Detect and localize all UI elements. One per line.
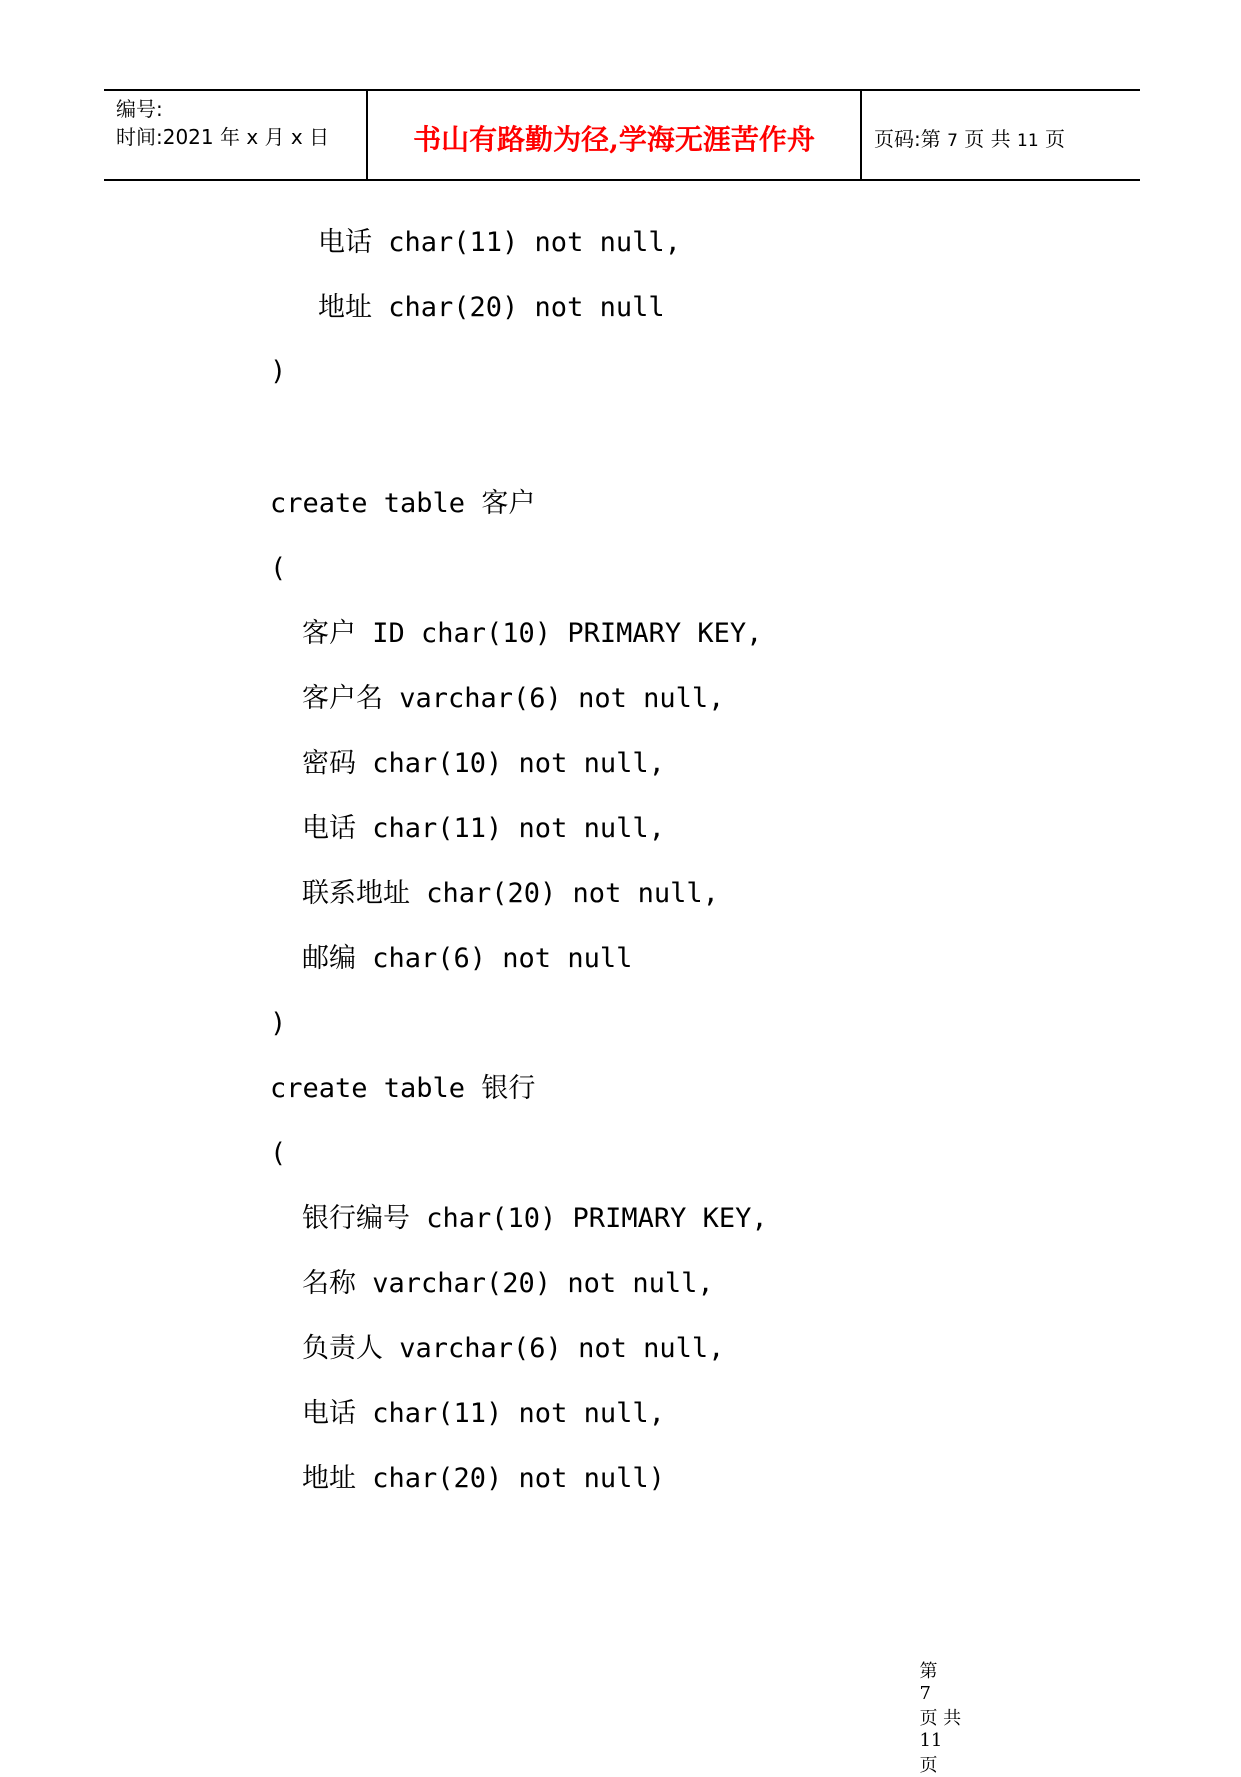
code-line: 名称 varchar(20) not null,	[302, 1268, 714, 1299]
footer-prefix: 第	[919, 1661, 938, 1682]
motto: 书山有路勤为径,学海无涯苦作舟	[413, 123, 815, 156]
code-line: 联系地址 char(20) not null,	[302, 878, 719, 909]
code-line: 电话 char(11) not null,	[302, 813, 665, 844]
pager-current: 7	[947, 131, 958, 151]
footer-mid: 页 共	[919, 1708, 962, 1729]
code-line: (	[270, 1138, 287, 1169]
code-line: create table 银行	[270, 1073, 536, 1104]
time-label: 时间:2021 年 x 月 x 日	[116, 125, 330, 149]
code-line: 地址 char(20) not null	[318, 292, 665, 323]
footer-current: 7	[919, 1683, 931, 1704]
code-line: 地址 char(20) not null)	[302, 1463, 665, 1494]
code-line: (	[270, 553, 287, 584]
code-line: 客户 ID char(10) PRIMARY KEY,	[302, 618, 763, 649]
code-line: 电话 char(11) not null,	[318, 227, 681, 258]
code-line: 客户名 varchar(6) not null,	[302, 683, 725, 714]
code-line: create table 客户	[270, 488, 536, 519]
pager-total: 11	[1017, 131, 1039, 151]
pager-prefix: 页码:第	[874, 127, 941, 151]
page-footer	[908, 1636, 961, 1777]
code-line: 银行编号 char(10) PRIMARY KEY,	[302, 1203, 768, 1234]
pager-mid: 页 共	[964, 127, 1011, 151]
code-line: 密码 char(10) not null,	[302, 748, 665, 779]
code-line: )	[270, 1008, 287, 1039]
footer-total: 11	[919, 1730, 943, 1751]
code-line: 邮编 char(6) not null	[302, 943, 633, 974]
code-line: 电话 char(11) not null,	[302, 1398, 665, 1429]
pager-suffix: 页	[1045, 127, 1066, 151]
code-line: )	[270, 356, 287, 387]
code-line: 负责人 varchar(6) not null,	[302, 1333, 725, 1364]
number-label: 编号:	[116, 97, 163, 121]
footer-suffix: 页	[919, 1755, 938, 1776]
